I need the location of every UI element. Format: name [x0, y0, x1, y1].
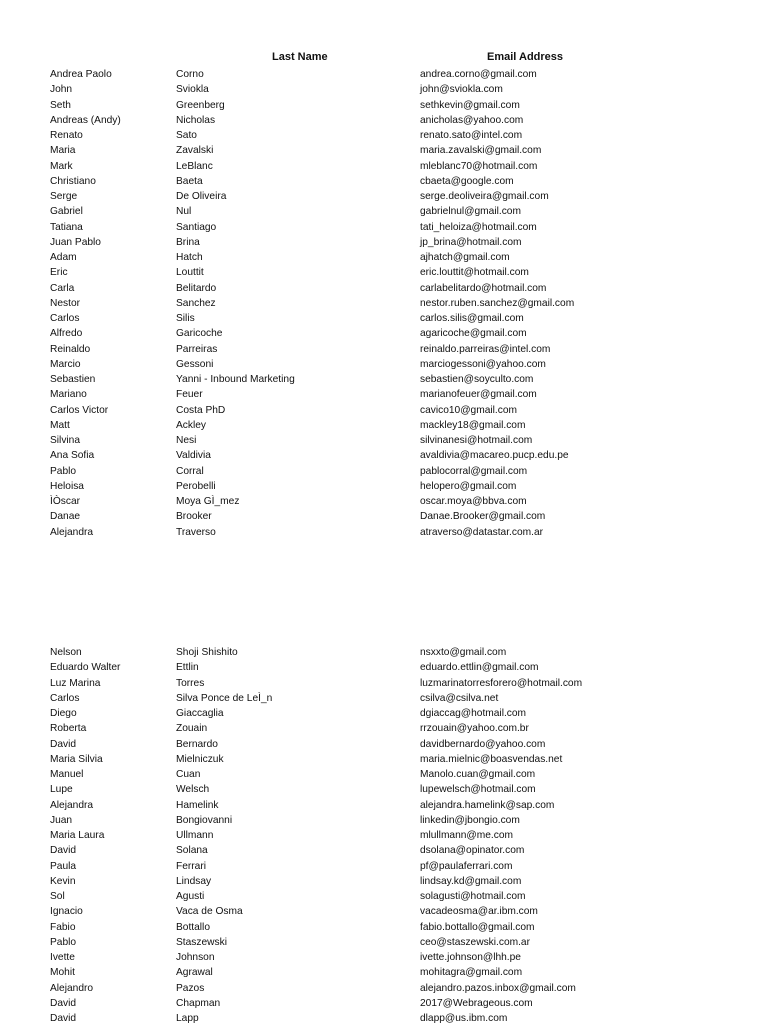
contact-group-2: [0, 645, 768, 1026]
last-name-cell: Traverso: [176, 526, 216, 538]
email-cell: anicholas@yahoo.com: [420, 114, 524, 126]
first-name-cell: Andreas (Andy): [50, 114, 121, 126]
first-name-cell: Carlos Victor: [50, 404, 109, 416]
email-cell: 2017@Webrageous.com: [420, 997, 533, 1009]
last-name-cell: Ackley: [176, 419, 207, 431]
last-name-cell: Silis: [176, 313, 195, 324]
email-cell: rrzouain@yahoo.com.br: [420, 723, 529, 735]
email-cell: alejandra.hamelink@sap.com: [420, 799, 555, 811]
table-row: [0, 676, 768, 691]
table-row: [0, 143, 768, 158]
first-name-cell: Marcio: [50, 358, 81, 370]
email-cell: mleblanc70@hotmail.com: [420, 160, 538, 172]
first-name-cell: Pablo: [50, 465, 77, 477]
email-cell: solagusti@hotmail.com: [420, 891, 526, 902]
email-cell: oscar.moya@bbva.com: [420, 496, 527, 507]
last-name-cell: Agrawal: [176, 967, 213, 979]
first-name-cell: David: [50, 997, 77, 1009]
table-row: [0, 859, 768, 874]
first-name-cell: Andrea Paolo: [50, 69, 112, 80]
email-cell: carlabelitardo@hotmail.com: [420, 282, 547, 294]
email-cell: serge.deoliveira@gmail.com: [420, 191, 549, 202]
first-name-cell: Mohit: [50, 967, 75, 979]
table-row: [0, 326, 768, 341]
last-name-cell: Valdivia: [176, 450, 211, 462]
last-name-cell: Chapman: [176, 997, 221, 1009]
table-row: [0, 387, 768, 402]
table-row: [0, 691, 768, 706]
first-name-cell: ÌÒscar: [50, 496, 81, 507]
first-name-cell: Reinaldo: [50, 343, 91, 355]
email-cell: atraverso@datastar.com.ar: [420, 526, 544, 538]
last-name-cell: Johnson: [176, 952, 215, 963]
first-name-cell: Maria Laura: [50, 830, 105, 841]
table-row: [0, 189, 768, 204]
email-cell: cavico10@gmail.com: [420, 404, 517, 416]
last-name-cell: Sviokla: [176, 84, 209, 96]
table-row: [0, 660, 768, 675]
last-name-cell: Nesi: [176, 435, 197, 446]
last-name-cell: Greenberg: [176, 99, 225, 111]
table-row: [0, 98, 768, 113]
table-row: [0, 448, 768, 463]
email-cell: marciogessoni@yahoo.com: [420, 358, 546, 370]
first-name-cell: Gabriel: [50, 206, 83, 218]
table-row: [0, 813, 768, 828]
email-cell: jp_brina@hotmail.com: [420, 236, 522, 248]
last-name-cell: Ettlin: [176, 662, 199, 674]
last-name-header: Last Name: [272, 51, 328, 63]
first-name-cell: Alfredo: [50, 328, 83, 340]
table-row: [0, 235, 768, 250]
email-cell: davidbernardo@yahoo.com: [420, 738, 546, 750]
last-name-cell: Zavalski: [176, 145, 214, 157]
last-name-cell: Pazos: [176, 982, 205, 994]
first-name-cell: Tatiana: [50, 221, 83, 233]
first-name-cell: Ivette: [50, 952, 75, 963]
first-name-cell: Ana Sofia: [50, 450, 95, 462]
first-name-cell: Nelson: [50, 647, 82, 658]
table-row: [0, 174, 768, 189]
last-name-cell: Nicholas: [176, 114, 216, 126]
table-row: [0, 418, 768, 433]
last-name-cell: Gessoni: [176, 358, 214, 370]
last-name-cell: Cuan: [176, 769, 201, 780]
last-name-cell: Shoji Shishito: [176, 647, 238, 658]
email-header: Email Address: [487, 51, 564, 63]
first-name-cell: Maria Silvia: [50, 753, 103, 765]
last-name-cell: Giaccaglia: [176, 708, 224, 719]
first-name-cell: Alejandra: [50, 799, 94, 811]
last-name-cell: Parreiras: [176, 343, 218, 355]
email-cell: cbaeta@google.com: [420, 175, 514, 187]
last-name-cell: Costa PhD: [176, 404, 226, 416]
last-name-cell: Solana: [176, 845, 208, 857]
last-name-cell: Bernardo: [176, 738, 218, 750]
last-name-cell: Lapp: [176, 1013, 199, 1024]
table-row: [0, 357, 768, 372]
email-cell: pf@paulaferrari.com: [420, 860, 513, 872]
first-name-cell: Sebastien: [50, 374, 96, 385]
first-name-cell: Silvina: [50, 435, 81, 446]
table-row: [0, 113, 768, 128]
first-name-cell: Mariano: [50, 389, 87, 401]
last-name-cell: Bottallo: [176, 921, 210, 933]
table-row: [0, 981, 768, 996]
first-name-cell: Maria: [50, 145, 76, 157]
first-name-cell: Pablo: [50, 936, 77, 948]
email-cell: fabio.bottallo@gmail.com: [420, 921, 535, 933]
last-name-cell: Louttit: [176, 267, 204, 279]
table-row: [0, 920, 768, 935]
first-name-cell: Renato: [50, 130, 83, 141]
table-row: [0, 706, 768, 721]
last-name-cell: Belitardo: [176, 282, 217, 294]
last-name-cell: Yanni - Inbound Marketing: [176, 374, 295, 385]
table-row: [0, 479, 768, 494]
table-row: [0, 265, 768, 280]
first-name-cell: Paula: [50, 860, 77, 872]
email-cell: john@sviokla.com: [420, 84, 503, 96]
table-row: [0, 874, 768, 889]
email-cell: ajhatch@gmail.com: [420, 252, 510, 263]
first-name-cell: Adam: [50, 252, 77, 263]
table-row: [0, 525, 768, 540]
table-row: [0, 296, 768, 311]
email-cell: gabrielnul@gmail.com: [420, 206, 521, 218]
last-name-cell: Zouain: [176, 723, 208, 735]
first-name-cell: Carlos: [50, 692, 80, 704]
email-cell: sebastien@soyculto.com: [420, 374, 534, 385]
email-cell: mlullmann@me.com: [420, 830, 513, 841]
first-name-cell: Alejandra: [50, 526, 94, 538]
first-name-cell: Nestor: [50, 297, 81, 309]
last-name-cell: Vaca de Osma: [176, 906, 243, 918]
first-name-cell: David: [50, 845, 77, 857]
email-cell: alejandro.pazos.inbox@gmail.com: [420, 982, 576, 994]
email-cell: vacadeosma@ar.ibm.com: [420, 906, 538, 918]
contact-group-1: [0, 67, 768, 540]
table-row: [0, 509, 768, 524]
table-row: [0, 950, 768, 965]
first-name-cell: Carlos: [50, 313, 80, 324]
table-row: [0, 464, 768, 479]
email-cell: renato.sato@intel.com: [420, 130, 523, 141]
last-name-cell: Baeta: [176, 175, 203, 187]
table-row: [0, 828, 768, 843]
table-row: [0, 965, 768, 980]
last-name-cell: Brina: [176, 236, 200, 248]
column-headers: [0, 51, 768, 67]
last-name-cell: Perobelli: [176, 480, 216, 492]
email-cell: luzmarinatorresforero@hotmail.com: [420, 677, 583, 689]
table-row: [0, 159, 768, 174]
last-name-cell: Welsch: [176, 784, 210, 796]
email-cell: lindsay.kd@gmail.com: [420, 875, 522, 887]
first-name-cell: John: [50, 84, 73, 96]
last-name-cell: Agusti: [176, 891, 205, 902]
last-name-cell: Hamelink: [176, 799, 219, 811]
table-row: [0, 935, 768, 950]
table-row: [0, 843, 768, 858]
last-name-cell: Sato: [176, 130, 197, 141]
table-row: [0, 342, 768, 357]
email-cell: andrea.corno@gmail.com: [420, 69, 537, 80]
first-name-cell: Luz Marina: [50, 677, 101, 689]
last-name-cell: Hatch: [176, 252, 203, 263]
email-cell: marianofeuer@gmail.com: [420, 389, 537, 401]
table-row: [0, 494, 768, 509]
email-cell: mackley18@gmail.com: [420, 419, 526, 431]
table-row: [0, 645, 768, 660]
first-name-cell: Seth: [50, 99, 71, 111]
email-cell: pablocorral@gmail.com: [420, 465, 528, 477]
first-name-cell: Sol: [50, 891, 65, 902]
last-name-cell: Moya GÌ_mez: [176, 496, 240, 507]
table-row: [0, 996, 768, 1011]
last-name-cell: Nul: [176, 206, 192, 218]
table-row: [0, 220, 768, 235]
last-name-cell: Bongiovanni: [176, 814, 233, 826]
table-row: [0, 82, 768, 97]
first-name-cell: Alejandro: [50, 982, 94, 994]
last-name-cell: Feuer: [176, 389, 203, 401]
first-name-cell: Fabio: [50, 921, 76, 933]
first-name-cell: Mark: [50, 160, 73, 172]
email-cell: ivette.johnson@lhh.pe: [420, 952, 521, 963]
first-name-cell: Kevin: [50, 875, 76, 887]
table-row: [0, 67, 768, 82]
first-name-cell: Danae: [50, 511, 81, 523]
email-cell: eduardo.ettlin@gmail.com: [420, 662, 539, 674]
first-name-cell: Heloisa: [50, 480, 84, 492]
first-name-cell: Eric: [50, 267, 68, 279]
email-cell: mohitagra@gmail.com: [420, 967, 523, 979]
last-name-cell: Sanchez: [176, 297, 216, 309]
first-name-cell: David: [50, 738, 77, 750]
email-cell: helopero@gmail.com: [420, 480, 517, 492]
first-name-cell: David: [50, 1013, 77, 1024]
last-name-cell: Mielniczuk: [176, 753, 224, 765]
last-name-cell: Torres: [176, 677, 205, 689]
email-cell: eric.louttit@hotmail.com: [420, 267, 529, 279]
last-name-cell: Silva Ponce de LeÌ_n: [176, 692, 273, 704]
last-name-cell: Corno: [176, 69, 204, 80]
first-name-cell: Serge: [50, 191, 78, 202]
email-cell: dlapp@us.ibm.com: [420, 1013, 508, 1024]
email-cell: linkedin@jbongio.com: [420, 814, 520, 826]
table-row: [0, 250, 768, 265]
first-name-cell: Juan Pablo: [50, 236, 101, 248]
last-name-cell: Lindsay: [176, 875, 212, 887]
email-cell: reinaldo.parreiras@intel.com: [420, 343, 551, 355]
last-name-cell: Corral: [176, 465, 204, 477]
email-cell: agaricoche@gmail.com: [420, 328, 527, 340]
table-row: [0, 281, 768, 296]
email-cell: lupewelsch@hotmail.com: [420, 784, 536, 796]
email-cell: nestor.ruben.sanchez@gmail.com: [420, 297, 575, 309]
table-row: [0, 737, 768, 752]
table-row: [0, 889, 768, 904]
first-name-cell: Juan: [50, 814, 73, 826]
first-name-cell: Manuel: [50, 769, 84, 780]
email-cell: dgiaccag@hotmail.com: [420, 708, 527, 719]
table-row: [0, 767, 768, 782]
table-row: [0, 403, 768, 418]
email-cell: tati_heloiza@hotmail.com: [420, 221, 537, 233]
email-cell: Danae.Brooker@gmail.com: [420, 511, 546, 523]
email-cell: maria.zavalski@gmail.com: [420, 145, 542, 157]
email-cell: nsxxto@gmail.com: [420, 647, 507, 658]
table-row: [0, 798, 768, 813]
table-row: [0, 433, 768, 448]
first-name-cell: Ignacio: [50, 906, 83, 918]
email-cell: csilva@csilva.net: [420, 692, 499, 704]
email-cell: Manolo.cuan@gmail.com: [420, 769, 536, 780]
first-name-cell: Diego: [50, 708, 77, 719]
email-cell: sethkevin@gmail.com: [420, 99, 520, 111]
email-cell: maria.mielnic@boasvendas.net: [420, 753, 563, 765]
last-name-cell: Ferrari: [176, 860, 206, 872]
table-row: [0, 782, 768, 797]
first-name-cell: Lupe: [50, 784, 73, 796]
email-cell: carlos.silis@gmail.com: [420, 313, 524, 324]
first-name-cell: Carla: [50, 282, 75, 294]
first-name-cell: Roberta: [50, 723, 87, 735]
email-cell: avaldivia@macareo.pucp.edu.pe: [420, 450, 569, 462]
last-name-cell: De Oliveira: [176, 191, 227, 202]
table-row: [0, 311, 768, 326]
last-name-cell: LeBlanc: [176, 160, 213, 172]
email-cell: silvinanesi@hotmail.com: [420, 435, 533, 446]
table-row: [0, 372, 768, 387]
last-name-cell: Staszewski: [176, 936, 227, 948]
table-row: [0, 904, 768, 919]
email-cell: dsolana@opinator.com: [420, 845, 525, 857]
last-name-cell: Santiago: [176, 221, 217, 233]
first-name-cell: Eduardo Walter: [50, 662, 121, 674]
table-row: [0, 721, 768, 736]
table-row: [0, 752, 768, 767]
email-cell: ceo@staszewski.com.ar: [420, 936, 530, 948]
table-row: [0, 204, 768, 219]
last-name-cell: Garicoche: [176, 328, 223, 340]
last-name-cell: Ullmann: [176, 830, 214, 841]
first-name-cell: Christiano: [50, 175, 96, 187]
first-name-cell: Matt: [50, 419, 70, 431]
table-row: [0, 128, 768, 143]
last-name-cell: Brooker: [176, 511, 212, 523]
